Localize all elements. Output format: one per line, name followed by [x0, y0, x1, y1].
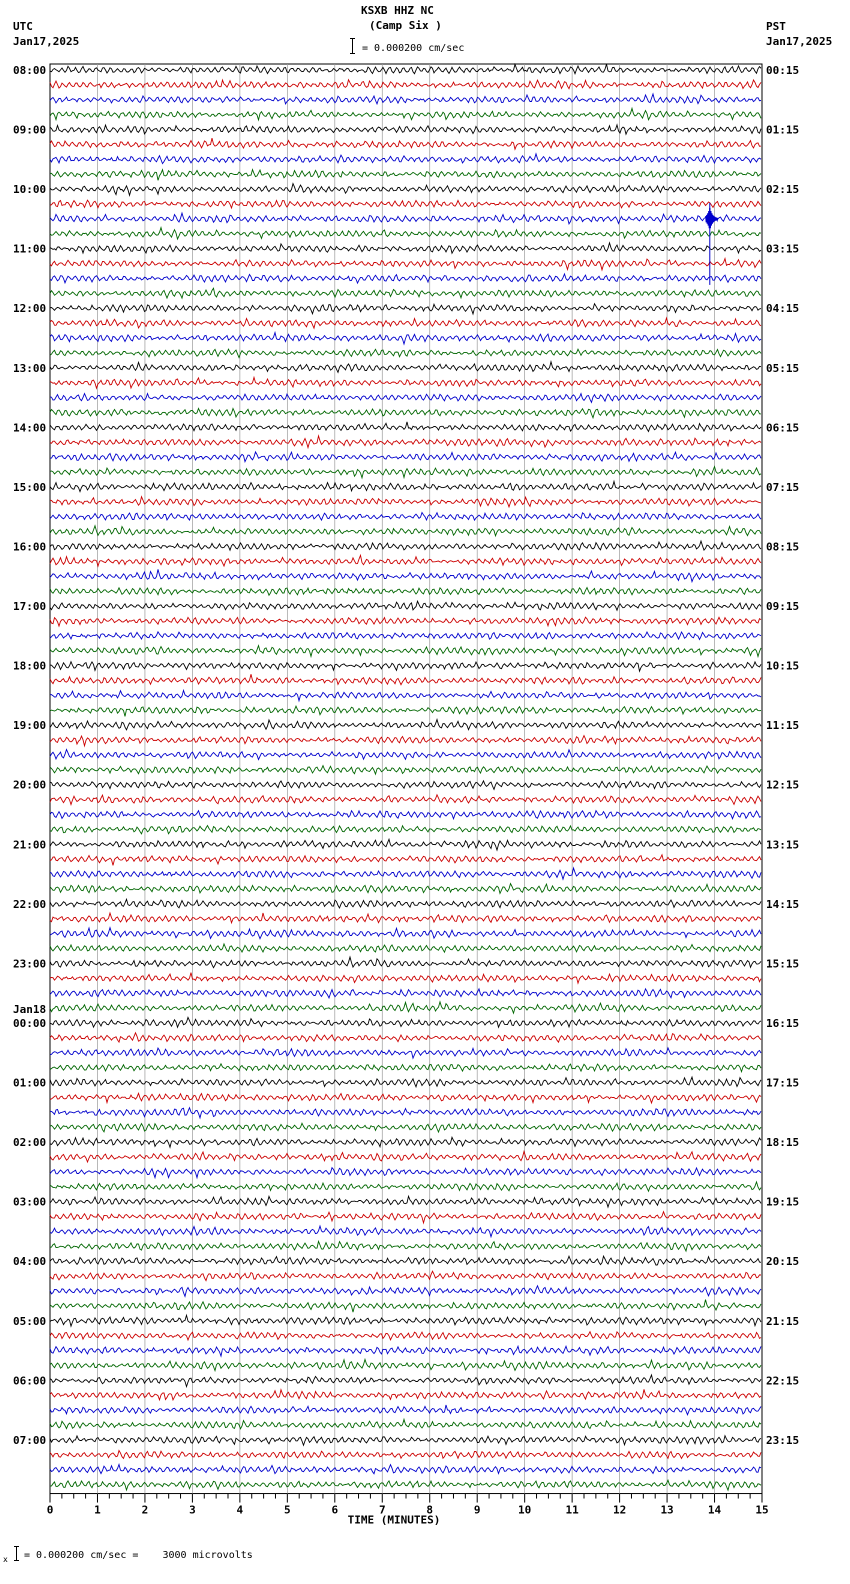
- seismic-trace: [50, 1241, 761, 1251]
- seismic-trace: [50, 526, 761, 536]
- seismic-trace: [50, 855, 761, 866]
- seismic-trace: [50, 228, 761, 239]
- x-tick-label: 10: [518, 1503, 532, 1517]
- seismic-trace: [50, 481, 761, 491]
- seismic-trace: [50, 899, 761, 908]
- seismic-trace: [50, 170, 761, 181]
- seismic-trace: [50, 497, 761, 507]
- x-tick-label: 8: [426, 1503, 434, 1517]
- pst-hour-label: 04:15: [766, 302, 800, 316]
- seismic-trace: [50, 243, 761, 253]
- pst-hour-label: 01:15: [766, 123, 800, 137]
- seismic-trace: [50, 1123, 761, 1132]
- utc-hour-label: 15:00: [13, 480, 47, 494]
- seismic-trace: [50, 569, 761, 581]
- pst-hour-label: 02:15: [766, 183, 800, 197]
- seismic-trace: [50, 826, 761, 834]
- x-tick-label: 2: [141, 1503, 149, 1517]
- left-date: Jan17,2025: [13, 35, 80, 48]
- seismic-trace: [50, 884, 761, 894]
- event-spike: [706, 208, 718, 228]
- seismic-trace: [50, 706, 761, 716]
- seismic-trace: [50, 125, 761, 134]
- utc-hour-label: 00:00: [13, 1016, 47, 1030]
- seismic-trace: [50, 913, 761, 923]
- pst-hour-label: 05:15: [766, 361, 800, 375]
- seismic-trace: [50, 555, 761, 566]
- pst-hour-label: 18:15: [766, 1136, 800, 1150]
- right-date: Jan17,2025: [766, 35, 833, 48]
- seismic-trace: [50, 1033, 761, 1042]
- seismic-trace: [50, 662, 761, 672]
- seismic-trace: [50, 1315, 761, 1326]
- seismic-trace: [50, 422, 761, 432]
- pst-hour-label: 23:15: [766, 1433, 800, 1447]
- seismic-trace: [50, 1375, 761, 1387]
- seismic-trace: [50, 409, 761, 418]
- seismic-trace: [50, 1359, 761, 1370]
- utc-hour-label: 13:00: [13, 361, 47, 375]
- utc-hour-label: 04:00: [13, 1255, 47, 1269]
- pst-hour-label: 03:15: [766, 242, 800, 256]
- x-tick-label: 3: [189, 1503, 196, 1517]
- seismic-trace: [50, 1480, 761, 1490]
- seismic-trace: [50, 588, 761, 596]
- pst-hour-label: 00:15: [766, 64, 800, 77]
- scale-text: = 0.000200 cm/sec: [362, 43, 465, 54]
- seismic-trace: [50, 1436, 761, 1446]
- pst-hour-label: 14:15: [766, 897, 800, 911]
- seismic-trace: [50, 646, 761, 657]
- seismic-trace: [50, 274, 761, 283]
- seismic-trace: [50, 1048, 761, 1058]
- pst-hour-label: 10:15: [766, 659, 800, 673]
- seismic-trace: [50, 1226, 761, 1237]
- seismic-trace: [50, 288, 761, 298]
- utc-hour-label: 01:00: [13, 1076, 47, 1090]
- pst-hour-label: 16:15: [766, 1016, 800, 1030]
- seismic-trace: [50, 318, 761, 328]
- pst-hour-label: 17:15: [766, 1076, 800, 1090]
- footer-scale-note: = 0.000200 cm/sec = 3000 microvolts: [24, 1550, 253, 1561]
- pst-hour-label: 15:15: [766, 957, 800, 971]
- seismic-trace: [50, 1152, 761, 1163]
- pst-hour-label: 09:15: [766, 600, 800, 614]
- seismic-trace: [50, 1300, 761, 1313]
- pst-hour-label: 11:15: [766, 719, 800, 733]
- seismic-trace: [50, 1168, 761, 1178]
- seismic-trace: [50, 736, 761, 746]
- seismic-trace: [50, 750, 761, 760]
- seismic-trace: [50, 80, 761, 89]
- seismic-trace: [50, 1271, 761, 1280]
- pst-hour-label: 07:15: [766, 480, 800, 494]
- seismic-trace: [50, 795, 761, 805]
- seismic-trace: [50, 64, 761, 74]
- seismic-trace: [50, 362, 761, 373]
- pst-hour-label: 20:15: [766, 1255, 800, 1269]
- seismic-trace: [50, 1451, 761, 1459]
- seismic-trace: [50, 1093, 761, 1103]
- x-tick-label: 13: [660, 1503, 674, 1517]
- seismic-trace: [50, 1182, 761, 1191]
- x-tick-label: 15: [755, 1503, 769, 1517]
- seismic-trace: [50, 1077, 761, 1087]
- right-timezone: PST: [766, 20, 786, 33]
- seismic-trace: [50, 1286, 761, 1297]
- seismic-trace: [50, 766, 761, 774]
- x-tick-label: 11: [565, 1503, 579, 1517]
- utc-hour-label: 21:00: [13, 838, 47, 852]
- seismic-trace: [50, 839, 761, 850]
- seismic-trace: [50, 452, 761, 462]
- pst-hour-label: 22:15: [766, 1374, 800, 1388]
- utc-hour-label: 14:00: [13, 421, 47, 435]
- seismic-trace: [50, 617, 761, 626]
- utc-hour-label: 20:00: [13, 778, 47, 792]
- x-tick-label: 6: [331, 1503, 339, 1517]
- pst-hour-label: 19:15: [766, 1195, 800, 1209]
- seismic-trace: [50, 213, 761, 224]
- utc-hour-label: 08:00: [13, 64, 47, 77]
- utc-hour-label: 22:00: [13, 897, 47, 911]
- utc-hour-label: 09:00: [13, 123, 47, 137]
- x-tick-label: 12: [612, 1503, 627, 1517]
- utc-hour-label: 18:00: [13, 659, 47, 673]
- seismic-trace: [50, 1108, 761, 1118]
- seismic-trace: [50, 1196, 761, 1207]
- station-title: KSXB HHZ NC: [361, 4, 434, 17]
- seismic-trace: [50, 973, 761, 984]
- date-change-label: Jan18: [13, 1002, 47, 1016]
- utc-hour-label: 23:00: [13, 957, 47, 971]
- seismic-trace: [50, 377, 761, 388]
- utc-hour-label: 11:00: [13, 242, 47, 256]
- utc-hour-label: 07:00: [13, 1433, 47, 1447]
- x-tick-label: 7: [378, 1503, 386, 1517]
- seismic-trace: [50, 928, 761, 939]
- seismic-trace: [50, 333, 761, 344]
- x-axis-label: TIME (MINUTES): [347, 1513, 441, 1527]
- seismic-trace: [50, 720, 761, 730]
- seismic-trace: [50, 811, 761, 819]
- location-title: (Camp Six ): [369, 19, 442, 32]
- seismic-trace: [50, 1465, 761, 1474]
- seismic-trace: [50, 601, 761, 610]
- x-tick-label: 0: [46, 1503, 54, 1517]
- seismic-trace: [50, 138, 761, 149]
- seismic-trace: [50, 1332, 761, 1340]
- seismic-trace: [50, 467, 761, 478]
- x-tick-label: 14: [707, 1503, 722, 1517]
- x-tick-label: 4: [236, 1503, 244, 1517]
- utc-hour-label: 03:00: [13, 1195, 47, 1209]
- seismic-trace: [50, 541, 761, 550]
- utc-hour-label: 06:00: [13, 1374, 47, 1388]
- seismic-trace: [50, 944, 761, 952]
- seismic-trace: [50, 989, 761, 998]
- seismic-trace: [50, 154, 761, 164]
- utc-hour-label: 05:00: [13, 1314, 47, 1328]
- seismic-trace: [50, 1256, 761, 1265]
- seismic-trace: [50, 1017, 761, 1027]
- utc-hour-label: 19:00: [13, 719, 47, 733]
- x-tick-label: 9: [473, 1503, 481, 1517]
- seismic-trace: [50, 1389, 761, 1400]
- seismic-trace: [50, 394, 761, 403]
- pst-hour-label: 06:15: [766, 421, 800, 435]
- seismic-trace: [50, 94, 761, 104]
- seismic-trace: [50, 200, 761, 208]
- seismic-trace: [50, 632, 761, 640]
- seismic-trace: [50, 957, 761, 968]
- utc-hour-label: 16:00: [13, 540, 47, 554]
- seismic-trace: [50, 1419, 761, 1428]
- pst-hour-label: 21:15: [766, 1314, 800, 1328]
- x-tick-label: 1: [94, 1503, 101, 1517]
- seismic-trace: [50, 1064, 761, 1072]
- seismic-trace: [50, 513, 761, 521]
- x-tick-label: 5: [284, 1503, 291, 1517]
- seismic-trace: [50, 108, 761, 120]
- seismic-trace: [50, 304, 761, 314]
- seismic-trace: [50, 674, 761, 685]
- seismic-trace: [50, 184, 761, 196]
- seismic-trace: [50, 690, 761, 700]
- utc-hour-label: 12:00: [13, 302, 47, 316]
- utc-hour-label: 02:00: [13, 1136, 47, 1150]
- seismic-trace: [50, 781, 761, 790]
- pst-hour-label: 12:15: [766, 778, 800, 792]
- utc-hour-label: 10:00: [13, 183, 47, 197]
- utc-hour-label: 17:00: [13, 600, 47, 614]
- seismic-trace: [50, 436, 761, 448]
- footer-scale-icon: x: [3, 1546, 23, 1562]
- left-timezone: UTC: [13, 20, 33, 33]
- seismic-trace: [50, 259, 761, 270]
- seismic-trace: [50, 1405, 761, 1415]
- pst-hour-label: 08:15: [766, 540, 800, 554]
- seismic-trace: [50, 1346, 761, 1356]
- seismic-trace: [50, 1137, 761, 1147]
- seismic-trace: [50, 349, 761, 357]
- seismic-trace: [50, 1002, 761, 1013]
- seismic-trace: [50, 868, 761, 879]
- seismic-trace: [50, 1212, 761, 1223]
- pst-hour-label: 13:15: [766, 838, 800, 852]
